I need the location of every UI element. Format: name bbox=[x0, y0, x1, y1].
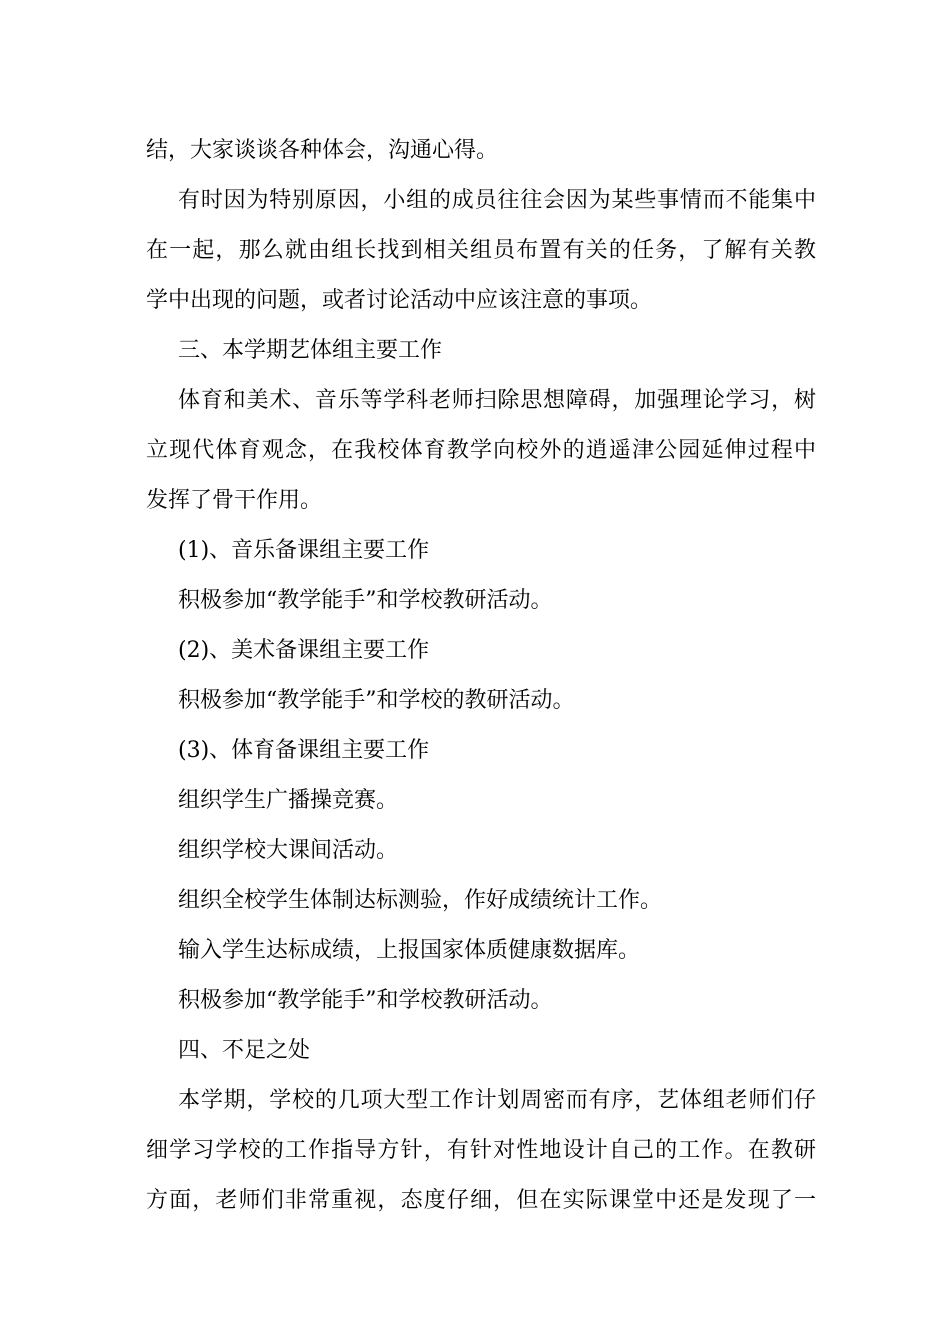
paragraph-line: 组织学校大课间活动。 bbox=[178, 838, 399, 863]
section-heading: 三、本学期艺体组主要工作 bbox=[178, 338, 443, 363]
paragraph-line: 积极参加“教学能手”和学校的教研活动。 bbox=[178, 688, 575, 713]
subsection-heading: (1)、音乐备课组主要工作 bbox=[178, 538, 430, 563]
paragraph-line: 发挥了骨干作用。 bbox=[146, 488, 323, 513]
paragraph-line: 有时因为特别原因，小组的成员往往会因为某些事情而不能集中 bbox=[178, 188, 816, 213]
paragraph-line: 立现代体育观念，在我校体育教学向校外的逍遥津公园延伸过程中 bbox=[146, 438, 816, 463]
paragraph-line: 学中出现的问题，或者讨论活动中应该注意的事项。 bbox=[146, 288, 653, 313]
paragraph-line: 在一起，那么就由组长找到相关组员布置有关的任务，了解有关教 bbox=[146, 238, 816, 263]
subsection-heading: (3)、体育备课组主要工作 bbox=[178, 738, 430, 763]
paragraph-line: 本学期，学校的几项大型工作计划周密而有序，艺体组老师们仔 bbox=[178, 1088, 816, 1113]
paragraph-line: 积极参加“教学能手”和学校教研活动。 bbox=[178, 988, 553, 1013]
paragraph-line: 体育和美术、音乐等学科老师扫除思想障碍，加强理论学习，树 bbox=[178, 388, 816, 413]
paragraph-line: 方面，老师们非常重视，态度仔细，但在实际课堂中还是发现了一 bbox=[146, 1188, 816, 1213]
section-heading: 四、不足之处 bbox=[178, 1038, 311, 1063]
paragraph-line: 组织学生广播操竞赛。 bbox=[178, 788, 399, 813]
paragraph-line: 输入学生达标成绩，上报国家体质健康数据库。 bbox=[178, 938, 641, 963]
paragraph-line: 结，大家谈谈各种体会，沟通心得。 bbox=[146, 138, 499, 163]
subsection-heading: (2)、美术备课组主要工作 bbox=[178, 638, 430, 663]
paragraph-line: 细学习学校的工作指导方针，有针对性地设计自己的工作。在教研 bbox=[146, 1138, 816, 1163]
paragraph-line: 组织全校学生体制达标测验，作好成绩统计工作。 bbox=[178, 888, 663, 913]
paragraph-line: 积极参加“教学能手”和学校教研活动。 bbox=[178, 588, 553, 613]
